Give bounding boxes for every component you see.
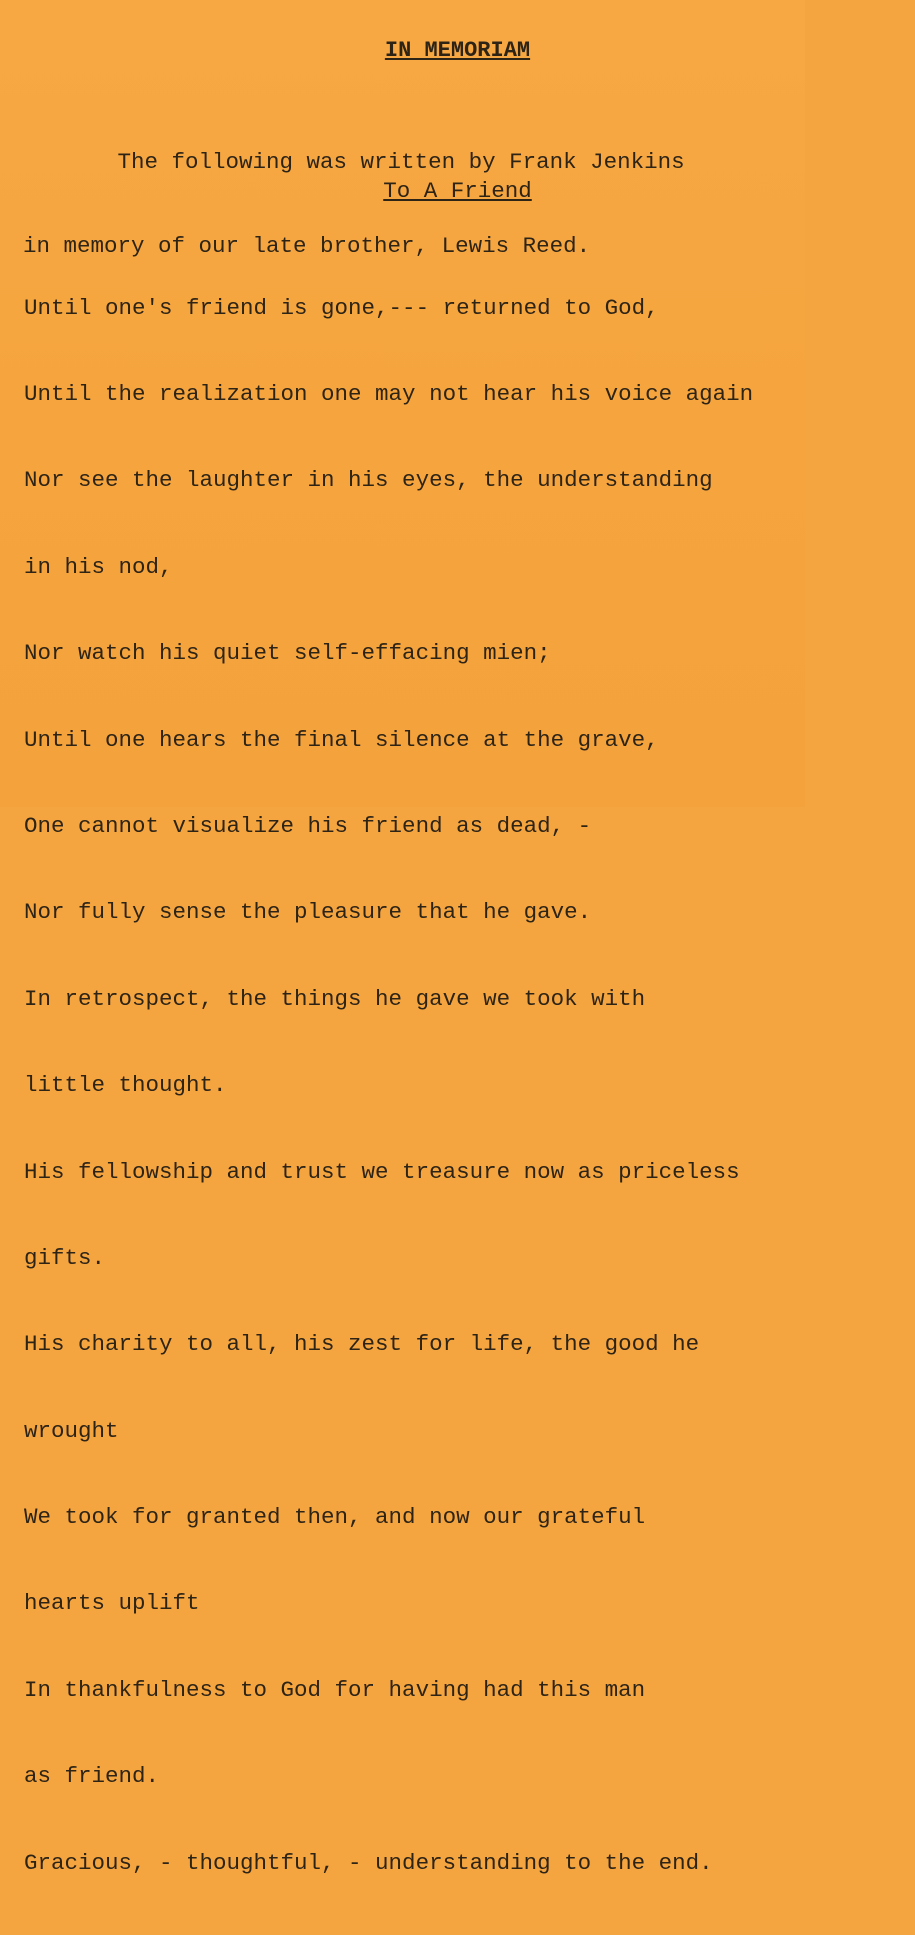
poem-line: hearts uplift — [24, 1590, 200, 1617]
poem-title: To A Friend — [383, 178, 532, 204]
page-title: IN MEMORIAM — [384, 38, 531, 63]
poem-line: Until one's friend is gone,--- returned to God, — [24, 294, 659, 321]
poem-line: wrought — [24, 1417, 119, 1444]
poem-line: little thought. — [24, 1072, 227, 1099]
poem-line: His charity to all, his zest for life, the good he — [24, 1331, 700, 1358]
poem-body — [24, 236, 753, 1935]
poem-line: We took for granted then, and now our grateful — [24, 1504, 646, 1531]
poem-line: as friend. — [24, 1763, 160, 1790]
poem-line: in his nod, — [24, 553, 173, 580]
poem-line: One cannot visualize his friend as dead, - — [24, 812, 592, 839]
intro-line: The following was written by Frank Jenkins — [23, 149, 685, 175]
poem-line: Nor see the laughter in his eyes, the understanding — [24, 467, 713, 494]
poem-line: Nor fully sense the pleasure that he gave. — [24, 899, 592, 926]
poem-line: Until one hears the final silence at the grave, — [24, 726, 659, 753]
poem-line: Gracious, - thoughtful, - understanding to the end. — [24, 1849, 713, 1876]
intro-line: in memory of our late brother, Lewis Reed. — [23, 233, 591, 259]
poem-line: In retrospect, the things he gave we took with — [24, 985, 646, 1012]
poem-line: gifts. — [24, 1244, 106, 1271]
poem-line: In thankfulness to God for having had this man — [24, 1676, 646, 1703]
poem-line: Until the realization one may not hear his voice again — [24, 380, 754, 407]
poem-line: His fellowship and trust we treasure now as priceless — [24, 1158, 740, 1185]
poem-line: Nor watch his quiet self-effacing mien; — [24, 640, 551, 667]
